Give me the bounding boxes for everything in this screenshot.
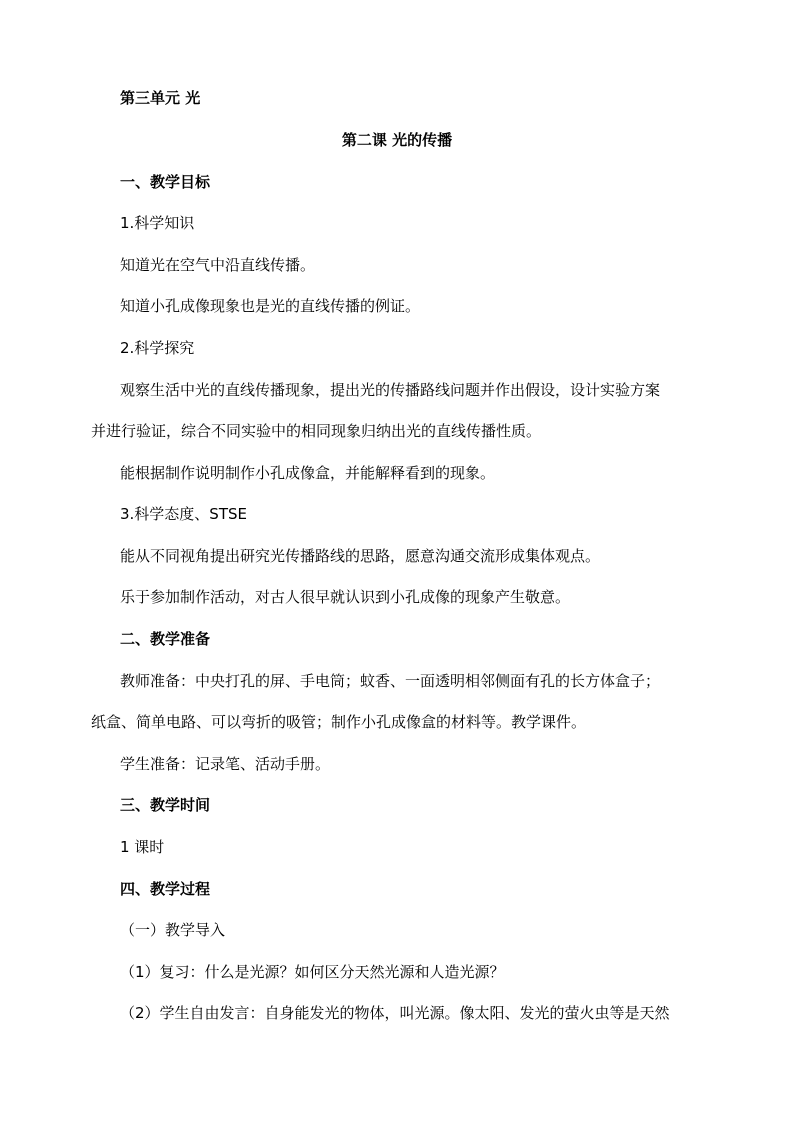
- paragraph: 教师准备：中央打孔的屏、手电筒；蚊香、一面透明相邻侧面有孔的长方体盒子；: [120, 672, 661, 690]
- paragraph: 知道光在空气中沿直线传播。: [120, 256, 316, 274]
- paragraph: （1）复习：什么是光源？如何区分天然光源和人造光源？: [120, 963, 505, 981]
- paragraph: （2）学生自由发言：自身能发光的物体，叫光源。像太阳、发光的萤火虫等是天然: [120, 1004, 670, 1022]
- paragraph-continuation: 纸盒、简单电路、可以弯折的吸管；制作小孔成像盒的材料等。教学课件。: [91, 713, 587, 731]
- paragraph: 学生准备：记录笔、活动手册。: [120, 755, 331, 773]
- paragraph: 能根据制作说明制作小孔成像盒，并能解释看到的现象。: [120, 464, 496, 482]
- subheading-attitude: 3.科学态度、STSE: [120, 505, 247, 523]
- section-heading-process: 四、教学过程: [120, 880, 211, 898]
- subheading-knowledge: 1.科学知识: [120, 214, 195, 232]
- section-heading-time: 三、教学时间: [120, 796, 211, 814]
- paragraph: 知道小孔成像现象也是光的直线传播的例证。: [120, 297, 421, 315]
- paragraph: 乐于参加制作活动，对古人很早就认识到小孔成像的现象产生敬意。: [120, 588, 571, 606]
- lesson-title: 第二课 光的传播: [341, 131, 453, 149]
- subheading-intro: （一）教学导入: [120, 921, 226, 939]
- paragraph: 1 课时: [120, 838, 165, 856]
- section-heading-objectives: 一、教学目标: [120, 173, 211, 191]
- subheading-inquiry: 2.科学探究: [120, 339, 195, 357]
- unit-title: 第三单元 光: [120, 89, 201, 107]
- section-heading-preparation: 二、教学准备: [120, 630, 211, 648]
- paragraph-continuation: 并进行验证，综合不同实验中的相同现象归纳出光的直线传播性质。: [91, 422, 542, 440]
- paragraph: 观察生活中光的直线传播现象，提出光的传播路线问题并作出假设，设计实验方案: [120, 381, 661, 399]
- paragraph: 能从不同视角提出研究光传播路线的思路，愿意沟通交流形成集体观点。: [120, 547, 601, 565]
